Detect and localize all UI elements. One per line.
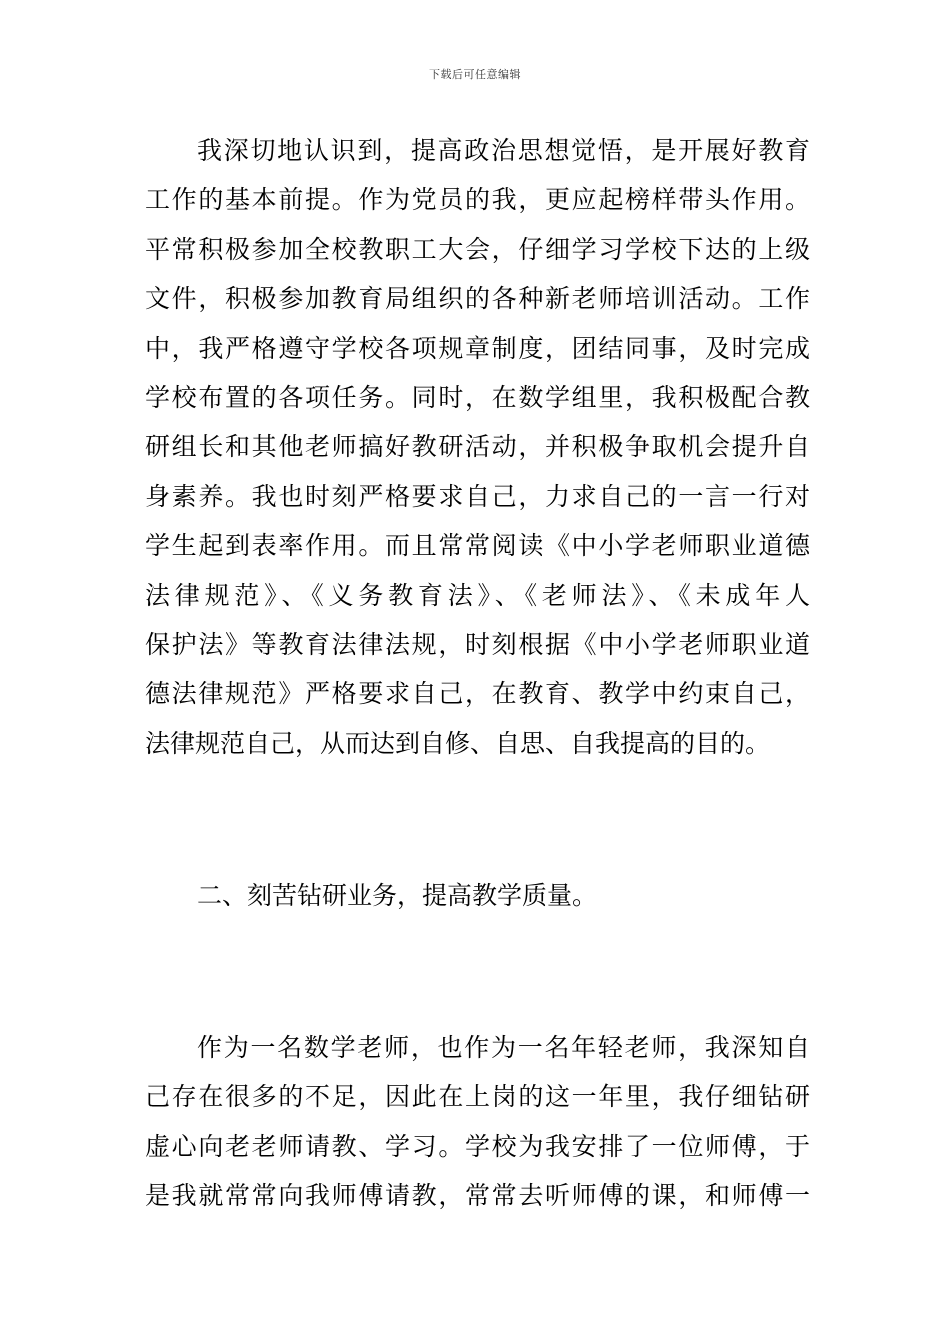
text-line: 德法律规范》严格要求自己，在教育、教学中约束自己， [145,679,810,709]
text-line: 己存在很多的不足，因此在上岗的这一年里，我仔细钻研 [145,1082,810,1112]
heading-line: 二、刻苦钻研业务，提高教学质量。 [197,881,598,910]
text-line: 学校布置的各项任务。同时，在数学组里，我积极配合教 [145,382,810,412]
text-line: 我深切地认识到，提高政治思想觉悟，是开展好教育 [197,136,810,165]
paragraph-political-awareness [145,126,810,768]
text-line: 研组长和其他老师搞好教研活动，并积极争取机会提升自 [145,432,810,462]
section-heading [145,871,810,920]
text-line: 法律规范》、《义务教育法》、《老师法》、《未成年人 [145,580,810,610]
text-line: 文件，积极参加教育局组织的各种新老师培训活动。工作 [145,284,810,314]
text-line: 身素养。我也时刻严格要求自己，力求自己的一言一行对 [145,481,810,511]
text-line: 平常积极参加全校教职工大会，仔细学习学校下达的上级 [145,234,810,264]
text-line: 法律规范自己，从而达到自修、自思、自我提高的目的。 [145,728,771,758]
text-line: 中，我严格遵守学校各项规章制度，团结同事，及时完成 [145,333,810,363]
text-line: 工作的基本前提。作为党员的我，更应起榜样带头作用。 [145,185,810,215]
paragraph-teaching-study [145,1023,810,1221]
text-line: 学生起到表率作用。而且常常阅读《中小学老师职业道德 [145,531,810,561]
text-line: 作为一名数学老师，也作为一名年轻老师，我深知自 [197,1033,810,1062]
text-line: 是我就常常向我师傅请教，常常去听师傅的课，和师傅一 [145,1181,810,1211]
page-header: 下载后可任意编辑 [429,68,521,81]
text-line: 保护法》等教育法律法规，时刻根据《中小学老师职业道 [145,629,810,659]
text-line: 虚心向老老师请教、学习。学校为我安排了一位师傅，于 [145,1131,810,1161]
